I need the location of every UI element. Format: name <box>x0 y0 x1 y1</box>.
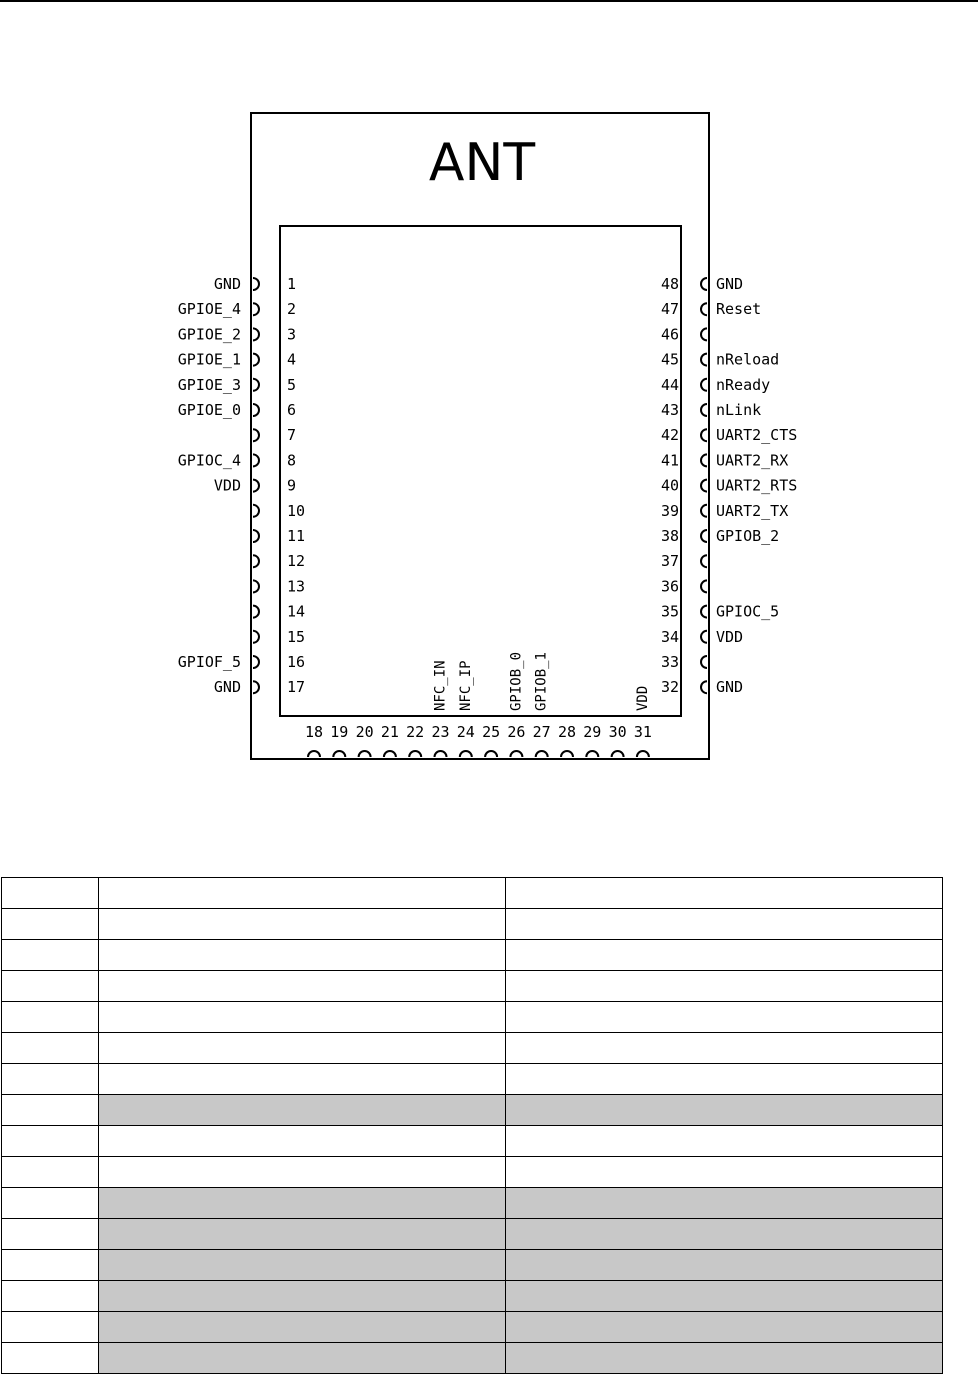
pin-pad <box>253 530 259 542</box>
pin-label: GND <box>213 678 241 697</box>
pin-label: nReload <box>716 350 780 369</box>
table-cell <box>2 1250 99 1281</box>
table-cell <box>99 940 506 971</box>
pin-number: 31 <box>633 723 652 741</box>
table-row <box>2 940 943 971</box>
pin-number: 47 <box>660 300 679 319</box>
pin-label: GPIOC_5 <box>716 602 780 621</box>
table-cell <box>506 1095 943 1126</box>
table-cell <box>506 1281 943 1312</box>
pin-label: GPIOE_3 <box>177 375 241 394</box>
pin-label: GND <box>716 275 744 293</box>
pin-pad <box>701 606 707 618</box>
pin-label: NFC_IN <box>432 660 449 711</box>
table-row <box>2 1312 943 1343</box>
pin-label: GND <box>213 275 241 293</box>
pin-number: 44 <box>660 375 679 394</box>
pin-pad <box>701 530 707 542</box>
pin-number: 3 <box>287 325 297 344</box>
table-cell <box>506 878 943 909</box>
pin-pad <box>701 354 707 366</box>
pin-number: 39 <box>660 501 679 520</box>
table-cell <box>2 1343 99 1374</box>
pin-number: 35 <box>660 602 679 621</box>
table-cell <box>506 909 943 940</box>
pin-pad <box>701 656 707 668</box>
pin-number: 11 <box>287 527 306 545</box>
pin-number: 38 <box>660 527 679 545</box>
pin-pad <box>701 429 707 441</box>
pin-label: GPIOE_1 <box>177 350 241 369</box>
antenna-label: ANT <box>428 133 536 193</box>
pin-label: nReady <box>716 375 771 394</box>
pin-number: 37 <box>660 552 679 571</box>
pin-label: GPIOB_2 <box>716 527 780 545</box>
watermark <box>288 782 678 810</box>
pin-number: 16 <box>287 653 306 671</box>
pin-number: 6 <box>287 401 297 419</box>
pin-number: 2 <box>287 300 297 319</box>
pin-number: 20 <box>355 723 374 741</box>
pin-number: 10 <box>287 501 306 520</box>
table-row <box>2 1281 943 1312</box>
table-cell <box>2 971 99 1002</box>
table-cell <box>506 940 943 971</box>
pin-pad <box>253 303 259 315</box>
pin-number: 24 <box>456 723 475 741</box>
pin-pad <box>701 580 707 592</box>
table-cell <box>506 1312 943 1343</box>
pin-pad <box>253 505 259 517</box>
table-cell <box>2 909 99 940</box>
pin-number: 28 <box>557 723 577 741</box>
table-cell <box>99 1033 506 1064</box>
bottom-pin-group <box>305 652 652 757</box>
pin-label: nLink <box>716 401 762 419</box>
pin-pad <box>253 555 259 567</box>
pin-label: UART2_TX <box>716 501 789 520</box>
pin-pad <box>253 606 259 618</box>
pin-pad <box>384 751 396 757</box>
table-cell <box>2 1219 99 1250</box>
pin-label: GPIOE_2 <box>177 325 241 344</box>
table-row <box>2 1126 943 1157</box>
pin-pad <box>253 328 259 340</box>
table-cell <box>2 1095 99 1126</box>
table-cell <box>2 1033 99 1064</box>
pin-number: 1 <box>287 275 297 293</box>
pin-pad <box>701 278 707 290</box>
pin-pad <box>561 751 573 757</box>
pin-label: UART2_RX <box>716 451 789 470</box>
module-outline <box>251 113 709 759</box>
pin-definition-table <box>1 877 943 1374</box>
pin-pad <box>460 751 472 757</box>
pin-label: VDD <box>213 476 241 495</box>
pin-pad <box>409 751 421 757</box>
pin-pad <box>701 480 707 492</box>
pin-number: 48 <box>660 275 679 293</box>
pin-number: 18 <box>304 723 324 741</box>
pin-pad <box>536 751 548 757</box>
pin-pad <box>701 404 707 416</box>
pin-number: 34 <box>660 627 679 646</box>
pin-number: 26 <box>507 723 526 741</box>
pin-pad <box>637 751 649 757</box>
table-cell <box>99 1250 506 1281</box>
pin-pad <box>701 631 707 643</box>
table-row <box>2 1219 943 1250</box>
table-cell <box>506 1157 943 1188</box>
shield-outline <box>280 226 681 716</box>
table-cell <box>99 971 506 1002</box>
pin-pad <box>586 751 598 757</box>
pin-pad <box>485 751 497 757</box>
pin-number: 46 <box>660 325 679 344</box>
pin-label: GPIOF_5 <box>177 653 241 671</box>
pin-pad <box>253 656 259 668</box>
pin-number: 14 <box>287 602 306 621</box>
table-row <box>2 878 943 909</box>
table-row <box>2 1033 943 1064</box>
pin-number: 4 <box>287 350 297 369</box>
pin-pad <box>701 454 707 466</box>
table-cell <box>506 1002 943 1033</box>
pin-pad <box>510 751 522 757</box>
table-cell <box>2 1064 99 1095</box>
pin-label: UART2_RTS <box>716 476 798 495</box>
pin-pad <box>701 303 707 315</box>
pin-pad <box>612 751 624 757</box>
table-row <box>2 1095 943 1126</box>
pin-number: 45 <box>660 350 679 369</box>
pin-number: 29 <box>583 723 602 741</box>
pin-pad <box>701 328 707 340</box>
pin-pad <box>253 580 259 592</box>
table-cell <box>2 1312 99 1343</box>
table-cell <box>506 1064 943 1095</box>
pin-number: 25 <box>482 723 501 741</box>
pin-pad <box>701 505 707 517</box>
pin-label: GND <box>716 678 744 697</box>
pin-label: GPIOB_0 <box>508 651 525 711</box>
table-cell <box>2 1126 99 1157</box>
pin-pad <box>253 454 259 466</box>
pin-pad <box>308 751 320 757</box>
table-row <box>2 909 943 940</box>
pin-label: Reset <box>716 300 762 319</box>
table-cell <box>99 1064 506 1095</box>
pin-pad <box>253 379 259 391</box>
pin-number: 36 <box>660 577 679 596</box>
pin-number: 33 <box>660 653 679 671</box>
left-pin-group <box>178 275 305 696</box>
table-cell <box>99 1095 506 1126</box>
table-cell <box>2 1281 99 1312</box>
table-cell <box>506 1250 943 1281</box>
table-row <box>2 1188 943 1219</box>
pin-pad <box>701 681 707 693</box>
pin-pad <box>701 379 707 391</box>
table-cell <box>99 1188 506 1219</box>
pin-label: VDD <box>716 627 744 646</box>
table-cell <box>506 1219 943 1250</box>
pin-label: GPIOE_4 <box>177 300 241 319</box>
table-row <box>2 1002 943 1033</box>
pin-number: 19 <box>330 723 349 741</box>
pin-number: 15 <box>287 627 306 646</box>
table-cell <box>2 940 99 971</box>
table-cell <box>99 1157 506 1188</box>
pin-number: 30 <box>608 723 627 741</box>
pin-number: 7 <box>287 426 297 445</box>
pin-label: GPIOB_1 <box>533 651 550 711</box>
pin-label: GPIOE_0 <box>177 401 241 419</box>
pin-pad <box>253 429 259 441</box>
pin-number: 5 <box>287 375 297 394</box>
pin-number: 22 <box>406 723 425 741</box>
pin-number: 9 <box>287 476 297 495</box>
table-cell <box>99 1312 506 1343</box>
pin-table-body <box>2 878 943 1374</box>
pin-number: 43 <box>660 401 679 419</box>
table-cell <box>99 1002 506 1033</box>
table-row <box>2 1343 943 1374</box>
pin-number: 41 <box>660 451 679 470</box>
table-cell <box>506 971 943 1002</box>
pin-number: 42 <box>660 426 679 445</box>
pin-number: 13 <box>287 577 306 596</box>
pin-pad <box>701 555 707 567</box>
pin-number: 8 <box>287 451 297 470</box>
pin-pad <box>253 631 259 643</box>
pin-pad <box>253 681 259 693</box>
pin-number: 21 <box>380 723 399 741</box>
pin-number: 27 <box>532 723 551 741</box>
pin-pad <box>253 480 259 492</box>
pin-number: 32 <box>660 678 679 697</box>
table-cell <box>99 1219 506 1250</box>
pin-pad <box>253 278 259 290</box>
table-row <box>2 1064 943 1095</box>
table-cell <box>506 1343 943 1374</box>
pin-number: 12 <box>287 552 306 571</box>
table-cell <box>99 1281 506 1312</box>
table-cell <box>99 909 506 940</box>
pin-number: 17 <box>287 678 306 697</box>
table-cell <box>506 1126 943 1157</box>
pin-pad <box>253 354 259 366</box>
table-row <box>2 1250 943 1281</box>
table-cell <box>506 1188 943 1219</box>
table-cell <box>506 1033 943 1064</box>
pin-pad <box>359 751 371 757</box>
pin-pad <box>435 751 447 757</box>
pin-number: 40 <box>660 476 679 495</box>
pin-label: VDD <box>634 685 651 711</box>
table-cell <box>2 1002 99 1033</box>
pin-number: 23 <box>431 723 450 741</box>
table-cell <box>99 1126 506 1157</box>
table-cell <box>2 1188 99 1219</box>
table-row <box>2 1157 943 1188</box>
table-cell <box>2 1157 99 1188</box>
table-cell <box>99 1343 506 1374</box>
table-row <box>2 971 943 1002</box>
table-cell <box>99 878 506 909</box>
pin-label: GPIOC_4 <box>177 451 241 470</box>
pin-label: NFC_IP <box>457 660 474 711</box>
pin-pad <box>253 404 259 416</box>
pin-pad <box>333 751 345 757</box>
table-cell <box>2 878 99 909</box>
pin-label: UART2_CTS <box>716 426 798 445</box>
